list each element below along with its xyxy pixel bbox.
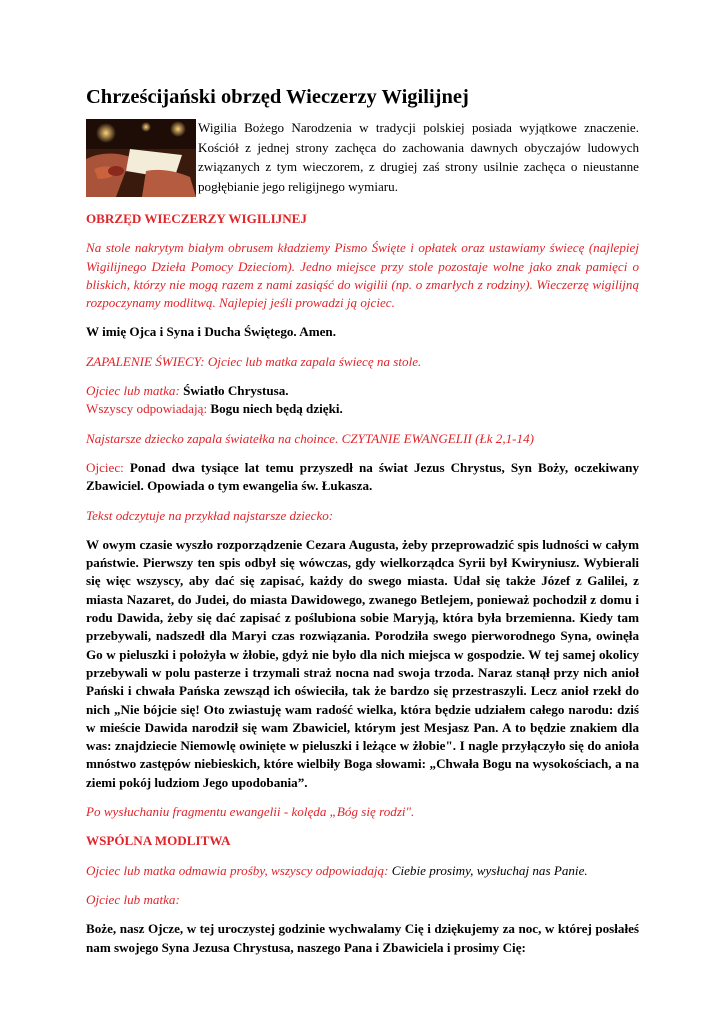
section-heading-prayer: WSPÓLNA MODLITWA [86, 833, 231, 849]
response-text: Bogu niech będą dzięki. [210, 401, 343, 417]
prayer-text: Boże, nasz Ojcze, w tej uroczystej godzinie wychwalamy Cię i dziękujemy za noc, w której posłałeś nam swojego Syna Jezusa Chrystusa, naszego Pana i Zbawiciela i prosimy Cię: [86, 921, 639, 955]
light-text: Światło Chrystusa. [183, 383, 289, 399]
rubric-candle: ZAPALENIE ŚWIECY: Ojciec lub matka zapala świecę na stole. [86, 353, 422, 369]
light-dialogue [86, 382, 639, 400]
rubric-reader: Tekst odczytuje na przykład najstarsze dziecko: [86, 507, 334, 523]
father-introduction [86, 459, 639, 496]
petitions-response: Ciebie prosimy, wysłuchaj nas Panie. [391, 862, 588, 878]
christmas-photo [86, 119, 196, 197]
page-title: Chrześcijański obrzęd Wieczerzy Wigilijnej [86, 86, 469, 108]
response-dialogue [86, 400, 639, 418]
petitions-rubric [86, 862, 639, 880]
response-lead: Wszyscy odpowiadają: [86, 401, 208, 417]
sign-of-cross: W imię Ojca i Syna i Ducha Świętego. Amen. [86, 324, 336, 340]
father-text: Ponad dwa tysiące lat temu przyszedł na świat Jezus Chrystus, Syn Boży, oczekiwany Zbawiciel. Opowiada o tym ewangelia św. Łukasza. [86, 459, 639, 494]
petitions-lead: Ojciec lub matka odmawia prośby, wszyscy odpowiadają: [86, 862, 389, 878]
rubric-table-setting: Na stole nakrytym białym obrusem kładziemy Pismo Święte i opłatek oraz ustawiamy świecę (najlepiej Wigilijnego Dzieła Pomocy Dzieciom). Jedno miejsce przy stole pozostaje wolne jako znak pamięci o bliskich, którzy nie mogą razem z nami zasiąść do wigilii (np. o zmarłych z rodziny). Wieczerzę wigilijną rozpoczynamy modlitwą. Najlepiej jeśli prowadzi ją ojciec. [86, 240, 639, 311]
intro-paragraph: Wigilia Bożego Narodzenia w tradycji polskiej posiada wyjątkowe znaczenie. Kościół z jednej strony zachęca do zachowania dawnych obyczajów ludowych związanych z tym wieczorem, z drugiej zaś strony usilnie zachęca o nieustanne pogłębianie jego religijnego wymiaru. [198, 120, 639, 194]
gospel-text: W owym czasie wyszło rozporządzenie Cezara Augusta, żeby przeprowadzić spis ludności w całym państwie. Pierwszy ten spis odbył się wówczas, gdy wielkorządca Syrii był Kwiryniusz. Wybierali się więc wszyscy, aby dać się zapisać, każdy do swego miasta. Udał się także Józef z Galilei, z miasta Nazaret, do Judei, do miasta Dawidowego, zwanego Betlejem, ponieważ pochodził z domu i rodu Dawida, żeby się dać zapisać z poślubiona sobie Maryją, która była brzemienna. Kiedy tam przebywali, nadszedł dla Maryi czas rozwiązania. Porodziła swego pierworodnego Syna, owinęła Go w pieluszki i położyła w żłobie, gdyż nie było dla nich miejsca w gospodzie. W tej samej okolicy przebywali w polu pasterze i trzymali straż nocna nad swoja trzoda. Naraz stanął przy nich anioł Pański i chwała Pańska zewsząd ich oświeciła, tak że bardzo się przestraszyli. Lecz anioł rzekł do nich „Nie bójcie się! Oto zwiastuję wam radość wielka, która będzie udziałem całego narodu: dziś w mieście Dawida narodził się wam Zbawiciel, którym jest Mesjasz Pan. A to będzie znakiem dla was: znajdziecie Niemowlę owinięte w pieluszki i leżące w żłobie". I nagle przyłączyło się do anioła mnóstwo zastępów niebieskich, które wielbiły Boga słowami: „Chwała Bogu na wysokościach, a na ziemi pokój ludziom Jego upodobania”. [86, 536, 639, 790]
section-heading-rite: OBRZĘD WIECZERZY WIGILIJNEJ [86, 211, 307, 226]
rubric-carol: Po wysłuchaniu fragmentu ewangelii - kolęda „Bóg się rodzi". [86, 804, 415, 820]
rubric-prayer-lead: Ojciec lub matka: [86, 891, 180, 907]
rubric-tree-lights: Najstarsze dziecko zapala światełka na choince. CZYTANIE EWANGELII (Łk 2,1-14) [86, 430, 534, 446]
document-body [86, 210, 639, 968]
father-lead: Ojciec: [86, 459, 124, 475]
light-lead: Ojciec lub matka: [86, 383, 180, 399]
